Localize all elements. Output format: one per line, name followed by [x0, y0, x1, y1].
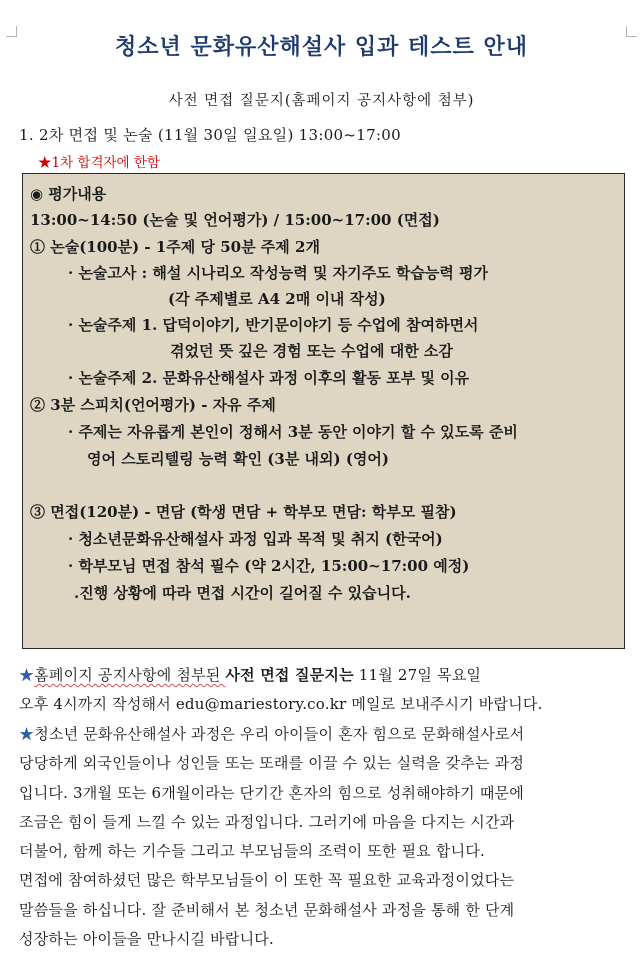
notice-program-line: 성장하는 아이들을 만나시길 바랍니다. [19, 930, 274, 949]
notice-submission-line1 [19, 661, 627, 690]
eval-item1-bullet2: · 논술주제 1. 답덕이야기, 반기문이야기 등 수업에 참여하면서 [68, 316, 479, 334]
eval-item1-bullet2-cont: 겪었던 뜻 깊은 경험 또는 수업에 대한 소감 [170, 342, 453, 360]
eval-item3-title: ③ 면접(120분) - 면담 (학생 면담 + 학부모 면담: 학부모 필참) [30, 503, 457, 521]
eval-item3-bullet3: .진행 상황에 따라 면접 시간이 길어질 수 있습니다. [74, 584, 411, 602]
notice-submission-line2: 오후 4시까지 작성해서 edu@mariestory.co.kr 메일로 보내주시기 바랍니다. [19, 695, 543, 714]
notice-submission-bold: 사전 면접 질문지는 [225, 666, 354, 684]
evaluation-box [22, 173, 625, 649]
eval-item2-bullet1-cont: 영어 스토리텔링 능력 확인 (3분 내외) (영어) [87, 450, 390, 468]
notice-program-line: 당당하게 외국인들이나 성인들 또는 또래를 이끌 수 있는 실력을 갖추는 과정 [19, 754, 525, 773]
notice-submission-pre: 홈페이지 공지사항에 첨부된 [34, 666, 226, 684]
document-subtitle: 사전 면접 질문지(홈페이지 공지사항에 첨부) [168, 93, 475, 109]
notice-submission-post: 11월 27일 목요일 [353, 666, 482, 684]
section1-heading: 1. 2차 면접 및 논술 (11월 30일 일요일) 13:00~17:00 [19, 126, 401, 144]
notice-program-line: 더불어, 함께 하는 기수들 그리고 부모님들의 조력이 또한 필요 합니다. [19, 842, 485, 861]
notice-program-line: 말씀들을 하십니다. 잘 준비해서 본 청소년 문화해설사 과정을 통해 한 단계 [19, 900, 515, 919]
eval-item1-title: ① 논술(100분) - 1주제 당 50분 주제 2개 [30, 238, 320, 256]
eval-item3-bullet1: · 청소년문화유산해설사 과정 입과 목적 및 취지 (한국어) [68, 530, 443, 548]
document-title: 청소년 문화유산해설사 입과 테스트 안내 [115, 34, 528, 60]
star-icon: ★ [19, 666, 35, 684]
eval-heading: ◉ 평가내용 [30, 185, 107, 203]
section1-note: ★1차 합격자에 한함 [38, 155, 160, 171]
eval-item2-title: ② 3분 스피치(언어평가) - 자유 주제 [30, 396, 276, 414]
eval-item1-bullet1: · 논술고사 : 해설 시나리오 작성능력 및 자기주도 학습능력 평가 [68, 264, 489, 282]
eval-schedule: 13:00~14:50 (논술 및 언어평가) / 15:00~17:00 (면접) [30, 211, 440, 229]
eval-item1-bullet1-cont: (각 주제별로 A4 2매 이내 작성) [168, 290, 386, 308]
notice-program-line: 조금은 힘이 들게 느낄 수 있는 과정입니다. 그러기에 마음을 다지는 시간과 [19, 812, 515, 831]
eval-item1-bullet3: · 논술주제 2. 문화유산해설사 과정 이후의 활동 포부 및 이유 [68, 369, 470, 387]
eval-item3-bullet2: · 학부모님 면접 참석 필수 (약 2시간, 15:00~17:00 예정) [68, 557, 470, 575]
notice-submission [19, 661, 627, 720]
eval-item2-bullet1: · 주제는 자유롭게 본인이 정해서 3분 동안 이야기 할 수 있도록 준비 [68, 423, 518, 441]
star-icon: ★ [19, 725, 35, 743]
notice-program [19, 720, 627, 954]
notice-program-line: ★청소년 문화유산해설사 과정은 우리 아이들이 혼자 힘으로 문화해설사로서 [19, 725, 525, 743]
notice-program-line: 면접에 참여하셨던 많은 학부모님들이 이 또한 꼭 필요한 교육과정이었다는 [19, 871, 515, 890]
notice-program-line: 입니다. 3개월 또는 6개월이라는 단기간 혼자의 힘으로 성취해야하기 때문에 [19, 783, 524, 802]
